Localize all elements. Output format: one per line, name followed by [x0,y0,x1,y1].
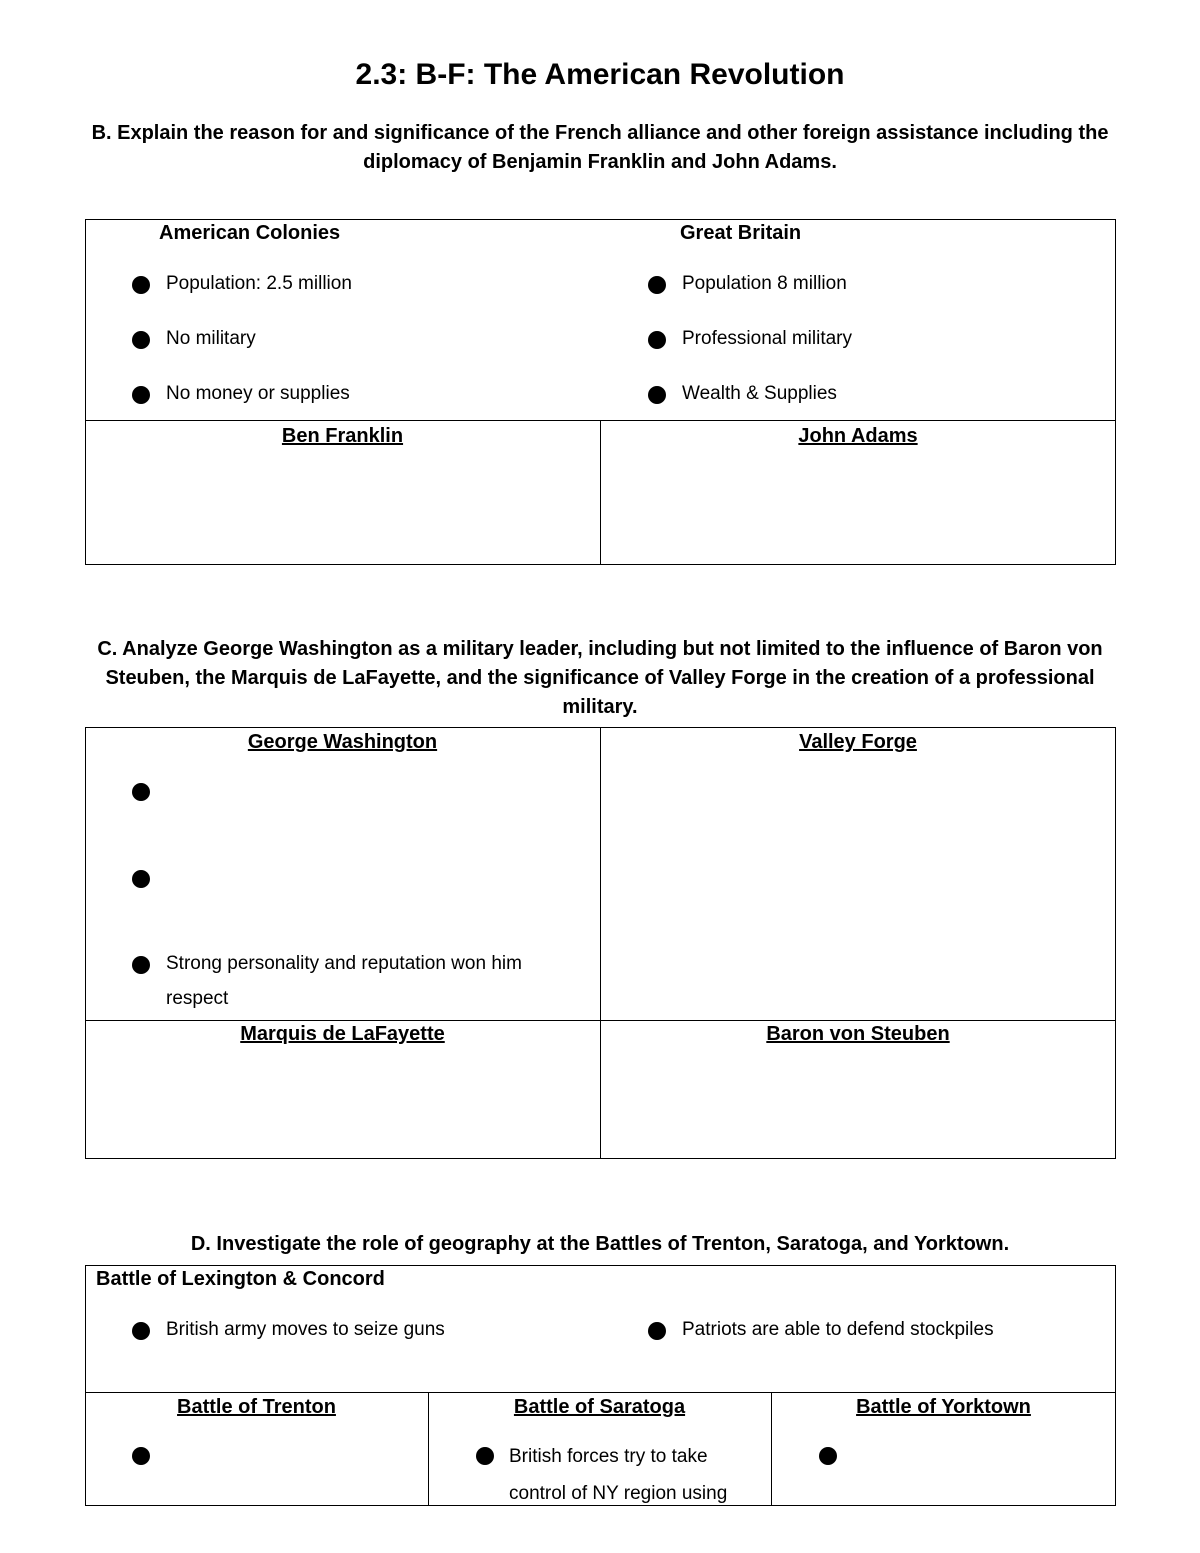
bullet-icon [648,276,666,294]
bullet-icon [132,386,150,404]
bullet-icon [819,1447,837,1465]
section-b-prompt: B. Explain the reason for and significance of the French alliance and other foreign assistance including the diplomacy of Benjamin Franklin and John Adams. [91,122,1109,173]
section-d-prompt: D. Investigate the role of geography at the Battles of Trenton, Saratoga, and Yorktown. [190,1233,1010,1255]
bullet-icon [132,956,150,974]
washington-heading: George Washington [247,731,438,753]
lexington-item: Patriots are able to defend stockpiles [682,1319,994,1340]
bullet-icon [648,1322,666,1340]
bullet-icon [648,386,666,404]
saratoga-heading: Battle of Saratoga [513,1396,686,1418]
britain-label: Great Britain [680,222,802,244]
saratoga-item: British forces try to take control of NY region using [509,1446,728,1504]
page-title: 2.3: B-F: The American Revolution [355,58,845,91]
bullet-icon [132,331,150,349]
colonies-label: American Colonies [159,222,341,244]
washington-item: Strong personality and reputation won him respect [166,953,522,1009]
divider [600,727,601,1159]
lafayette-heading: Marquis de LaFayette [240,1023,445,1045]
lexington-label: Battle of Lexington & Concord [96,1268,385,1290]
bullet-icon [132,276,150,294]
steuben-heading: Baron von Steuben [766,1023,950,1045]
divider [85,1020,1116,1021]
colonies-item: No money or supplies [166,383,350,404]
bullet-icon [132,1447,150,1465]
bullet-icon [132,783,150,801]
bullet-icon [132,1322,150,1340]
section-c-prompt: C. Analyze George Washington as a military leader, including but not limited to the influence of Baron von Steuben, the Marquis de LaFayette, and the significance of Valley Forge in the creation of a professional military. [97,638,1103,718]
britain-item: Professional military [682,328,852,349]
trenton-heading: Battle of Trenton [177,1396,336,1418]
franklin-heading: Ben Franklin [281,425,404,447]
yorktown-heading: Battle of Yorktown [856,1396,1031,1418]
bullet-icon [476,1447,494,1465]
lexington-item: British army moves to seize guns [166,1319,445,1340]
bullet-icon [648,331,666,349]
divider [85,1392,1116,1393]
valley-forge-heading: Valley Forge [799,731,917,753]
britain-item: Wealth & Supplies [682,383,837,404]
adams-heading: John Adams [798,425,918,447]
bullet-icon [132,870,150,888]
colonies-item: No military [166,328,256,349]
colonies-item: Population: 2.5 million [166,273,352,294]
britain-item: Population 8 million [682,273,847,294]
